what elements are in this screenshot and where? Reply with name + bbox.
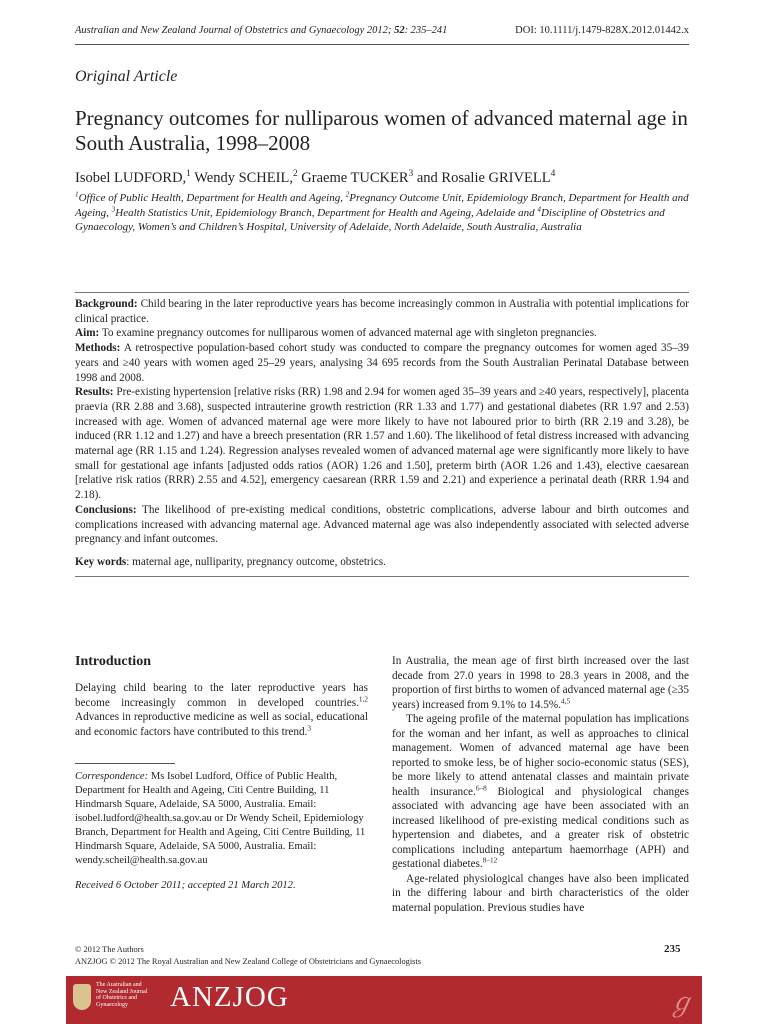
abstract — [75, 292, 689, 577]
page-number: 235 — [664, 943, 681, 955]
keywords: Key words: maternal age, nulliparity, pregnancy outcome, obstetrics. — [75, 555, 386, 568]
affiliations: $^1$Office of Public Health, Department for Health and Ageing, $^2$Pregnancy Outcome Unit, Epidemiology Branch, Department for Health and Ageing, $^3$Health Statistics Unit, Epidemiology Branch, Department for Health and Ageing, Adelaide and $^4$Discipline of Obstetrics and Gynaecology, Women’s and Children’s Hospital, University of Adelaide, North Adelaide, South Australia, Australia — [75, 190, 689, 233]
abstract-conclusions: Conclusions: The likelihood of pre-existing medical conditions, obstetric complications, adverse labour and birth outcomes and complications increased with advancing maternal age. Advanced maternal age was also independently associated with selected adverse pregnancy and infant outcomes. — [75, 503, 689, 546]
banner-org-name: The Australian and New Zealand Journal of Obstetrics and Gynaecology — [96, 982, 148, 1008]
abstract-aim: Aim: To examine pregnancy outcomes for nulliparous women of advanced maternal age with singleton pregnancies. — [75, 327, 597, 340]
author: Graeme TUCKER — [297, 170, 409, 186]
introduction-paragraph: Delaying child bearing to the later reproductive years has become increasingly common in developed countries.$^{1,2}$ Advances in reproductive medicine as well as social, educational and economic factors have contributed to this trend.$^3$ — [75, 682, 368, 738]
correspondence-rule — [75, 763, 175, 764]
introduction-paragraph: The ageing profile of the maternal population has implications for the woman and her infant, as well as approaches to clinical management. Women of advanced maternal age have been reported to smoke less, be of higher socio-economic status (SES), be more likely to attend antenatal classes and maintain private health insurance.$^{6-8}$ Biological and physiological changes associated with advancing age have been associated with an increased likelihood of pre-existing medical conditions such as hypertension and diabetes, and a greater risk of obstetric complications including antepartum haemorrhage (APH) and gestational diabetes.$^{8-12}$ — [392, 713, 690, 870]
doi[interactable]: DOI: 10.1111/j.1479-828X.2012.01442.x — [515, 25, 689, 36]
abstract-results: Results: Pre-existing hypertension [relative risks (RR) 1.98 and 2.94 for women aged 35–39 years and ≥40 years, respectively], placenta praevia (RR 2.88 and 3.68), suspected intrauterine growth restriction (RR 1.33 and 1.77) and gestational diabetes (RR 1.97 and 2.53) increased with age. Women of advanced maternal age were more likely to have not laboured prior to birth (RR 2.19 and 3.28), be induced (RR 1.12 and 1.27) and have a breech presentation (RR 1.57 and 1.60). The likelihood of fetal distress increased with advancing maternal age (RR 1.15 and 1.24). Regression analyses revealed women of advanced maternal age were significantly more likely to have small for gestational age infants [adjusted odds ratios (AOR) 1.26 and 1.50], preterm birth (AOR 1.26 and 1.43), elective caesarean [relative risk ratios (RRR) 2.55 and 4.52], emergency caesarean (RRR 1.59 and 2.21) and experience a perinatal death (RRR 1.94 and 2.18). — [75, 386, 689, 502]
article-type: Original Article — [75, 68, 178, 85]
abstract-background: Background: Child bearing in the later reproductive years has become increasingly common in Australia with potential implications for clinical practice. — [75, 298, 689, 325]
publisher-banner — [66, 976, 702, 1024]
decorative-mark-icon: ℊ — [667, 988, 694, 1017]
abstract-methods: Methods: A retrospective population-based cohort study was conducted to compare the pregnancy outcomes for women aged 35–39 years and ≥40 years with women aged 25–29 years, analysing 34 695 records from the South Australian Perinatal Database between 1998 and 2008. — [75, 342, 689, 384]
introduction-heading: Introduction — [75, 654, 151, 669]
left-column — [75, 654, 368, 902]
author: Wendy SCHEIL, — [190, 170, 293, 186]
correspondence: Correspondence: Ms Isobel Ludford, Office of Public Health, Department for Health and Ageing, Citi Centre Building, 11 Hindmarsh Square, Adelaide, SA 5000, Australia. Email: isobel.ludford@health.sa.gov.au or Dr Wendy Scheil, Epidemiology Branch, Department for Health and Ageing, Citi Centre Building, 11 Hindmarsh Square, Adelaide, SA 5000, Australia. Email: wendy.scheil@health.sa.gov.au — [75, 771, 366, 866]
footer-copyright: © 2012 The Authors ANZJOG © 2012 The Royal Australian and New Zealand College of Obstetricians and Gynaecologists — [75, 945, 422, 966]
introduction-paragraph: Age-related physiological changes have also been implicated in the differing labour and birth characteristics of the older maternal population. Previous studies have — [392, 872, 689, 914]
anzjog-logo: ANZJOG — [170, 981, 289, 1013]
running-head — [75, 25, 689, 36]
author-list: Isobel LUDFORD,$^1$ Wendy SCHEIL,$^2$ Graeme TUCKER$^3$ and Rosalie GRIVELL$^4$ — [75, 169, 556, 186]
author: Isobel LUDFORD, — [75, 170, 187, 186]
author: and Rosalie GRIVELL — [413, 170, 551, 186]
college-crest-icon — [73, 984, 91, 1010]
introduction-paragraph-continued: In Australia, the mean age of first birth increased over the last decade from 27.0 years in 1998 to 28.3 years in 2008, and the proportion of first births to women of advanced maternal age (≥35 years) increased from 9.1% to 14.5%.$^{4,5}$ — [392, 655, 689, 711]
right-column — [392, 654, 689, 915]
received-dates: Received 6 October 2011; accepted 21 March 2012. — [75, 880, 296, 891]
article-title: Pregnancy outcomes for nulliparous women of advanced maternal age in South Australia, 1998–2008 — [75, 106, 688, 155]
header-rule — [75, 44, 689, 45]
journal-citation: Australian and New Zealand Journal of Obstetrics and Gynaecology 2012; 52: 235–241 — [75, 25, 448, 36]
